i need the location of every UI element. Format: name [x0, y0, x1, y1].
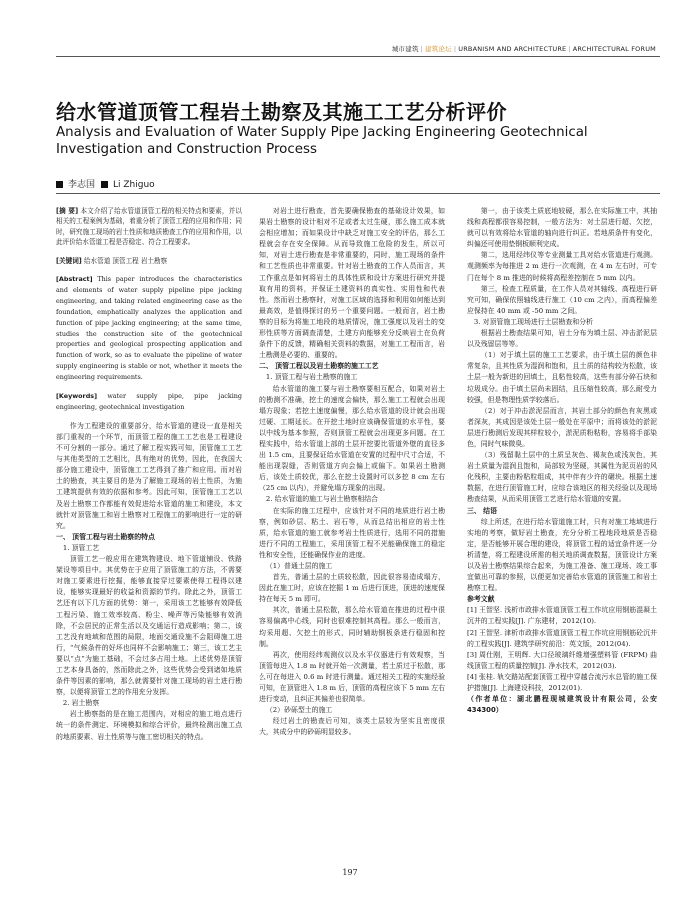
- page-title-cn: 给水管道顶管工程岩土勘察及其施工工艺分析评价: [56, 100, 507, 124]
- section-1-1-heading: 1. 顶管工艺: [62, 543, 100, 552]
- author-name-cn: 李志国: [68, 180, 96, 190]
- keywords-cn: [关键词] 给水管道 顶管工程 岩土勘察: [56, 256, 168, 265]
- col3-paragraph-1: 第一，由于该类土质底地较硬，那么在实际施工中，其抽线和高程都很容易控制，一般方法为：对土层进行超、欠挖，就可以有效将给水管道的轴向进行纠正。若地质条件有变化，纠偏还可使用垫钢板顺利完成。: [467, 207, 657, 249]
- column-3: [467, 206, 657, 716]
- title-rule: [56, 193, 660, 194]
- col3-paragraph-2: 第二，选用经纬仪等专业测量工具对给水管道进行观测。观测频率为每推进 2 m 进行一次观测，在 4 m 左右时，可专门在每个 8 m 推进的时候将高程差控制在 5 mm 以内。: [467, 251, 657, 282]
- reference-item: [4] 张桂. 轨交路站配套顶管工程中穿越合流污水总管的施工保护措施[J]. 上海建设科技，2012(01).: [467, 672, 657, 693]
- section-2-2-1-text: 首先，普通土层的土质较松散，因此很容易造成塌方，因此在施工时，应该在挖掘 1 m 后进行顶进，顶进的速度保持在每天 5 m 即可。: [259, 573, 445, 604]
- section-2-3-heading: 3. 对顶管施工现场进行土层勘查和分析: [473, 317, 593, 326]
- references-heading: 参考文献: [467, 595, 495, 604]
- section-2-1-text: 给水管道的施工要与岩土勘察要相互配合，如果对岩土的勘测不准确，挖土的速度会偏快，那么施工工程就会出现塌方现象；若挖土速度偏慢，那么给水管道的设计就会出现过硬、工期延长。在开挖土地时应该确保管道的水平性，要以中线为基本参照，否则顶管工程就会出现更多问题。在工程实践中，给水管道上部的土层开挖要比管道外壁的直径多出 1.5 cm，且要保证给水管道在安置的过程中尺寸合适，不能出现裂缝，否则管道方向会偏上或偏下。如果岩土勘测后，该处土质较优，那么在挖土设置时可以多挖 8 cm 左右（25 cm 以内），并避免塌方现象的出现。: [259, 384, 445, 493]
- section-2-2-1-text-2: 其次，普通土层松散，那么给水管道在推进的过程中很容易偏离中心线，同时也很难控制其高程。那么一般而言，均采用超、欠挖土的形式，同时辅助钢板条进行稳固和控制。: [259, 606, 445, 648]
- section-2-3-item-2: （2）对于冲击淤泥层而言，其岩土部分的颜色有灰黑或者深灰，其成因是该处土层一般处在平原中；而将该处的淤泥层进行勘测后发现其样粒较小，淤泥质粉粘粉，容易将手部染色，同时气味微臭。: [467, 406, 657, 448]
- section-2-2-heading: 2. 给水管道的施工与岩土勘察相结合: [265, 495, 379, 504]
- abstract-en: [Abstract] This paper introduces the characteristics and elements of water supply pipeline pipe jacking engineering, and taking related engineering case as the foundation, emphatically analyzes the application and function of pipe jacking engineering; at the same time, studies the construction site of the geotechnical properties and geological prospecting application and function of work, so as to evaluate the pipeline of water supply engineering is stable or not, whether it meets the engineering requirements.: [56, 275, 242, 382]
- col3-paragraph-3: 第三，检查工程质量，在工作人员对其轴线、高程进行研究可知，确保依照轴线进行施工（10 cm 之内），而高程偏差应保持在 40 mm 或 -50 mm 之间。: [467, 284, 657, 315]
- reference-item: [2] 王智坚. 津析市政排水管道顶管工程工作坑应用钢筋砼沉井的工程实践[J]. 建筑学研究前沿：英文版，2012(04).: [467, 628, 657, 648]
- section-1-2-text: 岩土勘察指的是在施工范围内，对相应的施工地点进行统一的条件测定、环境模拟和综合评价，最终检测出施工点的地质要素、岩土性质等与施工密切相关的特点。: [56, 710, 242, 741]
- keywords-en: [Keywords] water supply pipe, pipe jacking engineering, geotechnical investigation: [56, 392, 242, 411]
- section-2-3-item-1: （1）对于填土层的施工工艺要求，由于填土层的颜色非常复杂，且其性质为湿润和饱和，且土质的结构较为松散，该土层一般为新进的回填土，且粘性较高，这些有部分碎石块和垃圾成分。由于填土层尚未固结，且压缩性较高，那么耐受力较强，但是物理性质学较落后。: [467, 351, 657, 404]
- section-2-2-2-heading: （2）砂砾型土的施工: [265, 706, 333, 715]
- reference-item: [1] 王智坚. 浅析市政排水管道顶管工程工作坑应用钢筋混凝土沉井的工程实践[J]. 广东建材，2012(10).: [467, 606, 657, 626]
- author-name-en: Li Zhiguo: [113, 180, 155, 190]
- section-2-3-text: 根据岩土勘查结果可知，岩土分布为填土层、冲击淤泥层以及残留层等等。: [467, 329, 657, 349]
- bullet-square-icon: [101, 181, 108, 188]
- author-affiliation: （作者单位：湖北鹏程现城建筑设计有限公司，公安 434300）: [467, 695, 657, 715]
- section-3-text: 综上所述，在进行给水管道施工时，只有对施工地域进行实地的考察，做好岩土勘查，充分分析工程地段地质是否稳定，是否能够开展合理的建设，将顶管工程的适宜条件逐一分析清楚，将工程建设所需的相关地质调查数据，顶管设计方案以及岩土勘察结果综合起来，为施工准备、施工现场、竣工事宜做出可靠的参照，以便更加完善给水管道的顶管施工和岩土勘察工程。: [467, 517, 657, 593]
- section-3-heading: 三、 结语: [467, 506, 497, 515]
- header-rule: [56, 56, 660, 57]
- author-line: [56, 177, 155, 190]
- section-1-heading: 一、 顶管工程与岩土勘察的特点: [56, 532, 155, 541]
- section-2-2-text: 在实际的施工过程中，应该针对不同的地质进行岩土勘察，例如砂层、粘土、岩石等，从而总结出相应的岩土性质，给水管道的施工就参考岩土性质进行，选用不同的措施进行不同的工程施工，采用顶管工程不光能确保施工的稳定性和安全性，还能确保作业的进度。: [259, 506, 445, 559]
- section-2-2-1-heading: （1）普通土层的施工: [265, 562, 333, 570]
- column-1: [56, 206, 242, 743]
- section-2-1-heading: 1. 顶管工程与岩土勘察的施工: [265, 373, 358, 382]
- section-1-2-heading: 2. 岩土勘察: [62, 699, 100, 708]
- page-title-en: Analysis and Evaluation of Water Supply Pipe Jacking Engineering Geotechnical Investigation and Construction Process: [56, 125, 588, 157]
- section-name-en: URBANISM AND ARCHITECTURE: [458, 45, 567, 53]
- page-number: 197: [342, 868, 358, 877]
- column-2: [259, 206, 445, 739]
- intro-paragraph: 作为工程建设的重要部分，给水管道的建设一直是相关部门重视的一个环节，而顶管工程的施工工艺也是工程建设不可分割的一部分。通过了解工程实践可知，顶管施工工艺与其他类型的工艺相比，具有绝对的优势，因此，在我国大部分施工建设中，顶管施工工艺得到了推广和应用。而对岩土的勘查，其主要目的是为了解施工现场的岩土性质，为施工建筑提供有效的依据和参考。因此可知，顶管施工工艺以及岩土勘察工作都能有效促进给水管道的施工和建设，本文就针对顶管施工和岩土勘察对工程施工的影响进行一定的研究。: [56, 421, 242, 530]
- reference-item: [3] 周仕刚，王明辉. 大口径玻璃纤维增强塑料管 (FRPM) 曲线顶管工程的质量控制[J]. 净水技术，2012(03).: [467, 650, 657, 670]
- section-2-3-item-3: （3）残留黏土层中的土质呈灰色、褐灰色或浅灰色，其岩土质量为湿润且饱和，局部较为坚硬，其属性为泥页岩的风化残积，主要由粉粘粒组成，其中伴有少许的碾块。根据土速数据，在进行顶管施工时，应综合该地区的相关经验以及现场勘查结果，从而采用顶管工艺进行给水管道的安置。: [467, 451, 657, 504]
- section-2-2-1-text-3: 再次，使用经纬观测仪以及水平仪器进行有效观察，当顶管每进入 1.8 m 时就开始一次测量，若土质过于松散，那么可在每进入 0.6 m 时进行测量。通过相关工程的实施经验可知，在顶管进入 1.8 m 后，顶管的高程应该下 5 mm 左右进行变动，且纠正其偏差也很简单。: [259, 650, 445, 704]
- section-1-1-text: 顶管工艺一般应用在建筑物建设、地下管道铺设、铁路架设等项目中。其优势在于应用了顶管施工的方法，不需要对施工要素进行挖掘，能够直接穿过要素使得工程得以建设，能够实现最好的收益和资源的节约。除此之外，顶管工艺还有以下几方面的优势：第一，采用该工艺能够有效降低工程污染、施工效率较高、粉尘、噪声等污染能够有效消除，不会居民的正常生活以及交通运行造成影响；第二，该工艺没有地域和范围的局限，地面交通设施不会阻碍施工进行，“气候条件的好坏也同样不会影响施工；第三，该工艺主要以“点”为施工基础，不会过多占用土地。上述优势是顶管工艺本身具备的，然而除此之外，这些优势会受到诸如地质条件等因素的影响，那么就需要针对施工现场的岩土进行勘察，以便将顶管工艺的作用充分发挥。: [56, 555, 242, 697]
- forum-name-en: ARCHITECTURAL FORUM: [572, 45, 656, 53]
- running-header: 城市建筑 | 建筑论坛 | URBANISM AND ARCHITECTURE | ARCHITECTURAL FORUM: [391, 45, 656, 53]
- section-2-heading: 二、 顶管工程以及岩土勘察的施工工艺: [259, 362, 379, 371]
- bullet-square-icon: [56, 181, 63, 188]
- section-name-cn: 建筑论坛: [425, 45, 452, 53]
- journal-name: 城市建筑: [391, 45, 419, 53]
- col2-paragraph: 对岩土进行勘查，首先要确保勘查的基础设计效果，如果岩土勘察的设计相对不足或者太过生硬，那么施工成本就会相应增加；而如果设计中缺乏对施工安全的评估，那么工程就会存在安全保障。从而导致施工危险的发生，所以可知，对岩土进行勘查是非常重要的，同时，施工现场的条件和工艺性质也非常重要。针对岩土勘查的工作人员而言，其工作重点是如何将岩土的具体性质和设计方案进行研究并提取有用的资料，并保证土建资料的真实性、实用性和代表性。然而岩土勘察时，对施工区域的选择和利用如何能达到最高效，是值得探讨的另一个重要问题。一般而言，岩土勘察的目标为将施工地段的地质情况，施工强度以及岩土的变形性质等方面调查清楚，土建方向能够充分反映岩土在负荷条件下的反馈，精确相关资料的数据，对施工工程而言，岩土勘测是必要的、重要的。: [259, 207, 445, 360]
- abstract-cn: [摘 要] 本文介绍了给水管道顶管工程的相关特点和要素，并以相关的工程案例为基础，着重分析了顶管工程的应用和作用；同时，研究施工现场的岩土性质和地质勘查工作的应用和作用，以此评价给水管道工程是否稳定、符合工程要求。: [56, 207, 242, 247]
- section-2-2-2-text: 经过岩土的勘查后可知，该类土层较为坚实且密度很大，其成分中的砂砾明显较多。: [259, 717, 445, 737]
